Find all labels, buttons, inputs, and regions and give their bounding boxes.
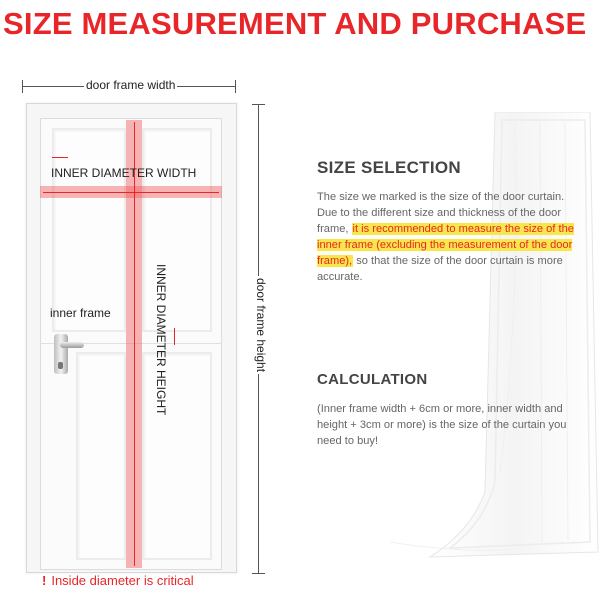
door-handle-icon <box>60 342 84 348</box>
critical-note <box>42 573 194 588</box>
inner-frame-label: inner frame <box>50 306 111 320</box>
size-selection-outro: so that the size of the door curtain is more accurate. <box>317 255 563 283</box>
keyhole-icon <box>58 362 63 369</box>
frame-height-tick-bottom <box>252 573 265 574</box>
frame-width-label: door frame width <box>86 78 176 92</box>
size-selection-highlight: it is recommended to measure the size of the inner frame (excluding the measurement of the door frame), <box>317 223 574 267</box>
inner-width-marker <box>52 157 68 158</box>
inner-height-marker <box>174 328 175 345</box>
door-panel-top-right <box>142 128 212 332</box>
door-panel-top-left <box>52 128 126 332</box>
frame-width-tick-left <box>22 80 23 93</box>
inner-width-line <box>43 192 219 193</box>
inner-height-line <box>134 122 135 566</box>
size-selection-text <box>317 189 579 285</box>
calculation-heading: CALCULATION <box>317 371 428 388</box>
screen-curtain-illustration <box>390 112 600 562</box>
warning-icon: ! <box>42 573 47 588</box>
door-panel-bottom-left <box>76 352 126 560</box>
size-selection-intro: The size we marked is the size of the door curtain. Due to the different size and thickness of the door frame, <box>317 191 565 235</box>
frame-height-tick-top <box>252 104 265 105</box>
inner-width-label: INNER DIAMETER WIDTH <box>51 166 197 180</box>
critical-note-text: Inside diameter is critical <box>51 573 194 588</box>
frame-height-label: door frame height <box>254 278 268 373</box>
frame-width-tick-right <box>235 80 236 93</box>
page-title: SIZE MEASUREMENT AND PURCHASE <box>3 6 587 41</box>
door-panel-bottom-right <box>142 352 212 560</box>
size-selection-heading: SIZE SELECTION <box>317 158 461 177</box>
inner-height-label: INNER DIAMETER HEIGHT <box>154 264 168 416</box>
calculation-text: (Inner frame width + 6cm or more, inner width and height + 3cm or more) is the size of the curtain you need to buy! <box>317 403 567 447</box>
